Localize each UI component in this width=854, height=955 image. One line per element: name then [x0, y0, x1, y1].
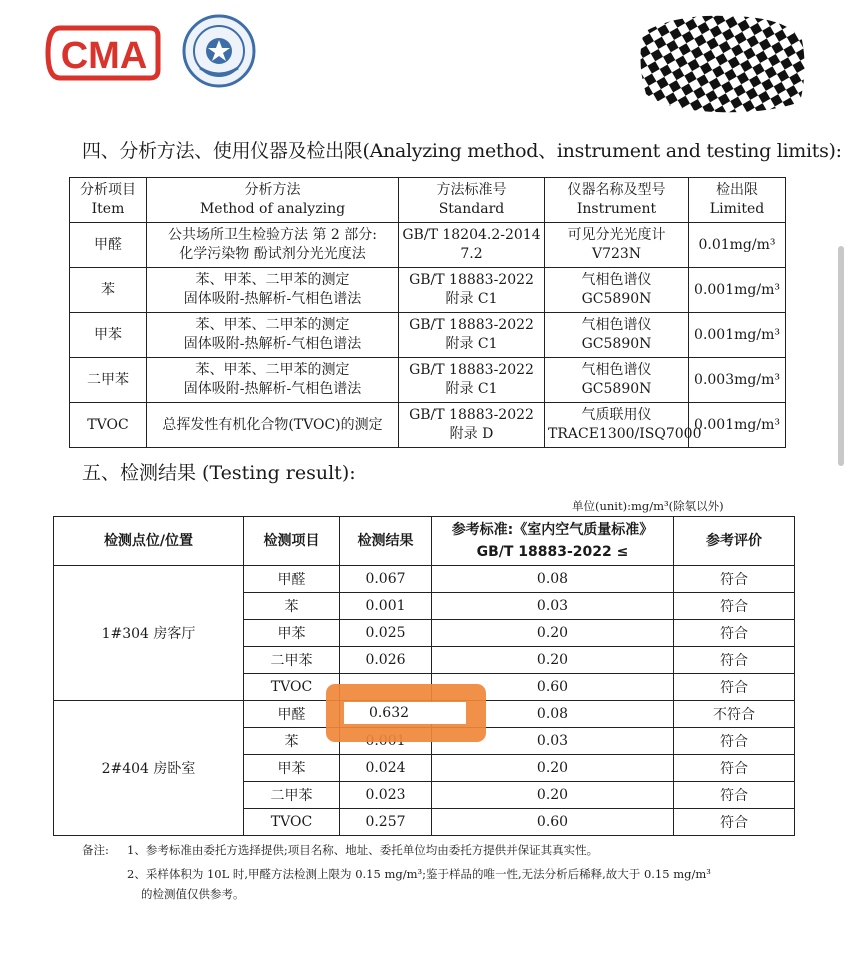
table-row	[70, 223, 786, 268]
item-cell: 苯	[244, 728, 340, 755]
evaluation-cell: 符合	[674, 728, 795, 755]
limit-cell: 0.001mg/m³	[689, 403, 786, 448]
table-row	[54, 566, 795, 593]
section-four-heading: 四、分析方法、使用仪器及检出限(Analyzing method、instrument and testing limits):	[82, 140, 842, 162]
table-row	[70, 268, 786, 313]
item-cell: 苯	[244, 593, 340, 620]
item-cell: 甲苯	[70, 313, 147, 358]
instrument-cell: 气相色谱仪 GC5890N	[545, 313, 689, 358]
standard-cell: GB/T 18883-2022 附录 C1	[399, 268, 545, 313]
location-cell: 1#304 房客厅	[54, 566, 244, 701]
analysis-method-table	[69, 177, 786, 448]
section-five-heading: 五、检测结果 (Testing result):	[82, 462, 356, 484]
item-cell: TVOC	[70, 403, 147, 448]
notes-label: 备注:	[82, 843, 109, 857]
item-cell: 甲苯	[244, 755, 340, 782]
cma-logo	[42, 22, 162, 84]
method-cell: 苯、甲苯、二甲苯的测定 固体吸附-热解析-气相色谱法	[147, 358, 399, 403]
limit-cell: 0.001mg/m³	[689, 313, 786, 358]
header-evaluation: 参考评价	[674, 517, 795, 566]
limit-cell: 0.001mg/m³	[689, 268, 786, 313]
item-cell: 甲苯	[244, 620, 340, 647]
result-cell: 0.067	[340, 566, 432, 593]
item-cell: TVOC	[244, 674, 340, 701]
item-cell: 甲醛	[70, 223, 147, 268]
reference-cell: 0.20	[432, 755, 674, 782]
note-one: 1、参考标准由委托方选择提供;项目名称、地址、委托单位均由委托方提供并保证其真实性。	[127, 843, 599, 857]
instrument-cell: 气相色谱仪 GC5890N	[545, 268, 689, 313]
cma-logo-text: CMA	[60, 35, 148, 77]
qualification-seal-icon	[182, 14, 256, 88]
result-cell: 0.024	[340, 755, 432, 782]
limit-cell: 0.003mg/m³	[689, 358, 786, 403]
table-row	[70, 313, 786, 358]
result-cell: 0.001	[340, 593, 432, 620]
evaluation-cell: 符合	[674, 674, 795, 701]
result-header-row	[54, 517, 795, 566]
method-cell: 总挥发性有机化合物(TVOC)的测定	[147, 403, 399, 448]
item-cell: 二甲苯	[244, 782, 340, 809]
evaluation-cell: 符合	[674, 647, 795, 674]
result-cell: 0.257	[340, 809, 432, 836]
header-limit: 检出限 Limited	[689, 178, 786, 223]
unit-note: 单位(unit):mg/m³(除氡以外)	[572, 499, 724, 513]
location-cell: 2#404 房卧室	[54, 701, 244, 836]
standard-cell: GB/T 18204.2-2014 7.2	[399, 223, 545, 268]
item-cell: 甲醛	[244, 566, 340, 593]
reference-cell: 0.08	[432, 566, 674, 593]
evaluation-cell: 符合	[674, 593, 795, 620]
reference-cell: 0.08	[432, 701, 674, 728]
evaluation-cell: 符合	[674, 782, 795, 809]
standard-cell: GB/T 18883-2022 附录 C1	[399, 358, 545, 403]
result-cell: 0.025	[340, 620, 432, 647]
header-standard: 方法标准号 Standard	[399, 178, 545, 223]
header-instrument: 仪器名称及型号 Instrument	[545, 178, 689, 223]
standard-cell: GB/T 18883-2022 附录 D	[399, 403, 545, 448]
item-cell: 甲醛	[244, 701, 340, 728]
header-item: 分析项目 Item	[70, 178, 147, 223]
reference-cell: 0.20	[432, 647, 674, 674]
item-cell: 二甲苯	[70, 358, 147, 403]
highlighted-result-value: 0.632	[368, 705, 410, 721]
reference-cell: 0.03	[432, 593, 674, 620]
method-cell: 苯、甲苯、二甲苯的测定 固体吸附-热解析-气相色谱法	[147, 313, 399, 358]
reference-cell: 0.20	[432, 620, 674, 647]
reference-cell: 0.20	[432, 782, 674, 809]
standard-cell: GB/T 18883-2022 附录 C1	[399, 313, 545, 358]
evaluation-cell: 符合	[674, 620, 795, 647]
header-method: 分析方法 Method of analyzing	[147, 178, 399, 223]
evaluation-cell: 符合	[674, 809, 795, 836]
item-cell: TVOC	[244, 809, 340, 836]
reference-cell: 0.03	[432, 728, 674, 755]
method-cell: 公共场所卫生检验方法 第 2 部分: 化学污染物 酚试剂分光光度法	[147, 223, 399, 268]
limit-cell: 0.01mg/m³	[689, 223, 786, 268]
header-location: 检测点位/位置	[54, 517, 244, 566]
header-test-item: 检测项目	[244, 517, 340, 566]
table-row	[70, 403, 786, 448]
instrument-cell: 可见分光光度计 V723N	[545, 223, 689, 268]
table-row	[70, 358, 786, 403]
evaluation-cell: 符合	[674, 566, 795, 593]
method-header-row	[70, 178, 786, 223]
testing-result-table	[53, 516, 795, 836]
reference-cell: 0.60	[432, 674, 674, 701]
result-cell: 0.026	[340, 647, 432, 674]
note-two-continued: 的检测值仅供参考。	[141, 887, 245, 901]
result-cell: 0.023	[340, 782, 432, 809]
item-cell: 二甲苯	[244, 647, 340, 674]
obscured-qr-code-icon	[636, 10, 808, 116]
evaluation-cell: 不符合	[674, 701, 795, 728]
instrument-cell: 气相色谱仪 GC5890N	[545, 358, 689, 403]
instrument-cell: 气质联用仪 TRACE1300/ISQ7000	[545, 403, 689, 448]
evaluation-cell: 符合	[674, 755, 795, 782]
reference-cell: 0.60	[432, 809, 674, 836]
item-cell: 苯	[70, 268, 147, 313]
note-two: 2、采样体积为 10L 时,甲醛方法检测上限为 0.15 mg/m³;鉴于样品的唯一性,无法分析后稀释,故大于 0.15 mg/m³	[127, 867, 711, 881]
method-cell: 苯、甲苯、二甲苯的测定 固体吸附-热解析-气相色谱法	[147, 268, 399, 313]
header-result: 检测结果	[340, 517, 432, 566]
scrollbar-thumb[interactable]	[838, 246, 844, 466]
header-reference: 参考标准:《室内空气质量标准》 GB/T 18883-2022 ≤	[432, 517, 674, 566]
